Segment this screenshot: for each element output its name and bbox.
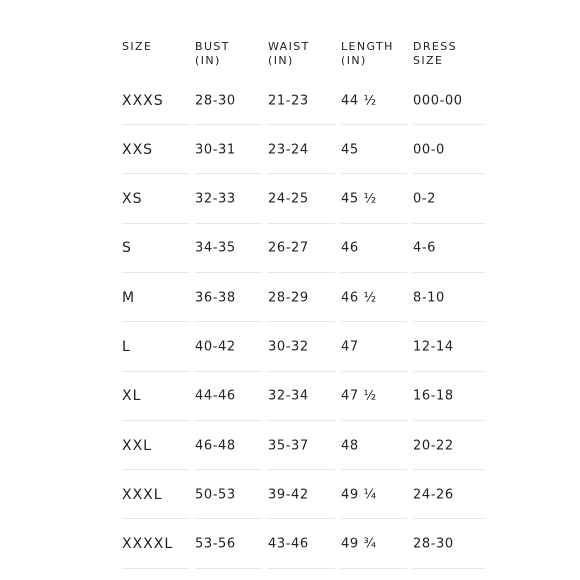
cell-size: XXL <box>122 437 152 454</box>
cell-length: 46 <box>341 240 359 256</box>
cell-size: XXXXL <box>122 536 174 553</box>
cell-length: 47 <box>341 339 359 355</box>
cell-waist: 26-27 <box>268 240 309 256</box>
header-size-line1: SIZE <box>122 40 153 53</box>
cell-bust: 30-31 <box>195 142 236 158</box>
cell-bust: 28-30 <box>195 93 236 108</box>
cell-dress: 24-26 <box>413 487 454 503</box>
cell-bust: 46-48 <box>195 438 236 454</box>
cell-waist: 32-34 <box>268 388 309 404</box>
cell-dress: 00-0 <box>413 142 445 158</box>
header-bust-line2: (IN) <box>195 54 221 67</box>
table-row <box>0 520 580 569</box>
cell-dress: 20-22 <box>413 438 454 454</box>
cell-dress: 0-2 <box>413 191 437 207</box>
cell-bust: 53-56 <box>195 536 236 552</box>
cell-length: 48 <box>341 438 359 454</box>
header-length-line1: LENGTH <box>341 40 394 53</box>
table-row <box>0 470 580 519</box>
cell-length: 44 ½ <box>341 93 377 108</box>
cell-dress: 16-18 <box>413 388 454 404</box>
cell-size: XXXL <box>122 486 163 503</box>
cell-size: XL <box>122 388 142 405</box>
table-row <box>0 421 580 470</box>
header-length <box>341 40 394 68</box>
cell-size: XS <box>122 191 143 208</box>
cell-length: 47 ½ <box>341 388 377 404</box>
header-dress-line1: DRESS <box>413 40 458 53</box>
table-row <box>0 273 580 322</box>
header-bust <box>195 40 230 68</box>
cell-waist: 23-24 <box>268 142 309 158</box>
cell-dress: 4-6 <box>413 240 437 256</box>
header-bust-line1: BUST <box>195 40 230 53</box>
cell-dress: 28-30 <box>413 536 454 552</box>
cell-size: XXXS <box>122 92 164 109</box>
header-waist-line2: (IN) <box>268 54 294 67</box>
cell-waist: 39-42 <box>268 487 309 503</box>
row-divider <box>268 568 335 569</box>
cell-bust: 36-38 <box>195 290 236 306</box>
row-divider <box>122 568 189 569</box>
cell-size: M <box>122 289 136 306</box>
cell-length: 45 <box>341 142 359 158</box>
cell-length: 46 ½ <box>341 290 377 306</box>
header-dress-size <box>413 40 457 68</box>
cell-size: XXS <box>122 141 154 158</box>
header-size <box>122 40 152 54</box>
cell-length: 49 ¼ <box>341 487 377 503</box>
header-length-line2: (IN) <box>341 54 367 67</box>
cell-length: 49 ¾ <box>341 536 377 552</box>
cell-bust: 44-46 <box>195 388 236 404</box>
table-row <box>0 372 580 421</box>
cell-waist: 24-25 <box>268 191 309 207</box>
cell-waist: 35-37 <box>268 438 309 454</box>
cell-waist: 43-46 <box>268 536 309 552</box>
table-row <box>0 175 580 224</box>
cell-dress: 8-10 <box>413 290 445 306</box>
header-waist-line1: WAIST <box>268 40 310 53</box>
table-row <box>0 76 580 125</box>
cell-length: 45 ½ <box>341 191 377 207</box>
table-row <box>0 125 580 174</box>
row-divider <box>341 568 407 569</box>
cell-waist: 30-32 <box>268 339 309 355</box>
cell-dress: 12-14 <box>413 339 454 355</box>
row-divider <box>195 568 262 569</box>
cell-bust: 40-42 <box>195 339 236 355</box>
cell-size: S <box>122 240 132 257</box>
cell-bust: 50-53 <box>195 487 236 503</box>
table-row <box>0 224 580 273</box>
header-waist <box>268 40 310 68</box>
header-dress-line2: SIZE <box>413 54 444 67</box>
cell-bust: 34-35 <box>195 240 236 256</box>
cell-bust: 32-33 <box>195 191 236 207</box>
table-row <box>0 323 580 372</box>
cell-dress: 000-00 <box>413 93 463 108</box>
cell-size: L <box>122 339 131 355</box>
cell-waist: 21-23 <box>268 93 309 108</box>
row-divider <box>413 568 484 569</box>
cell-waist: 28-29 <box>268 290 309 306</box>
